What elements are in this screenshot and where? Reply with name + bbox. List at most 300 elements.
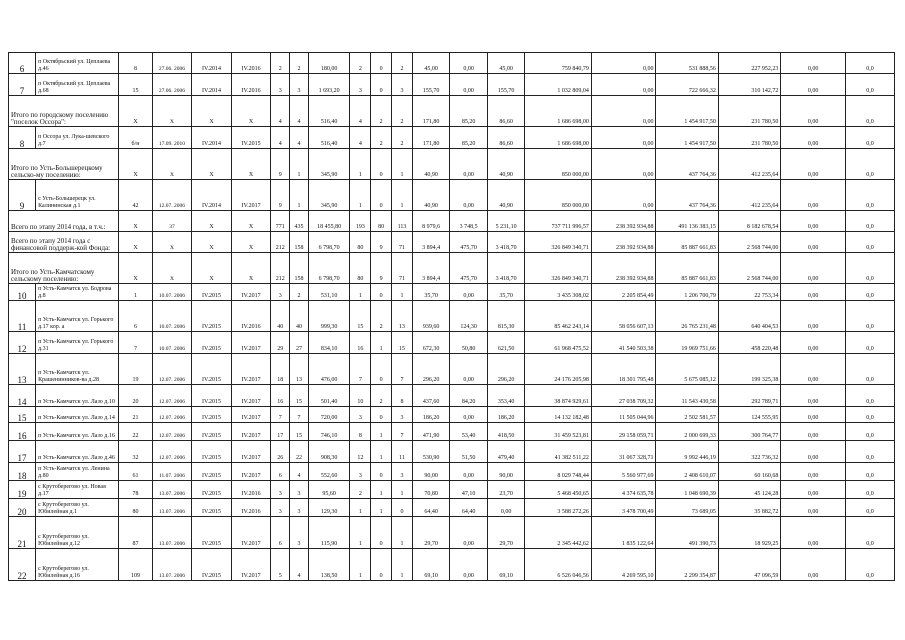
cell-m2: 0,00 bbox=[591, 96, 656, 127]
cell-year: 78 bbox=[119, 481, 152, 499]
cell-s2: 0,00 bbox=[450, 463, 487, 481]
address-cell: п Октябрьский ул. Цеплаева д.68 bbox=[36, 74, 119, 96]
cell-p3: 1 bbox=[392, 481, 413, 499]
row-number: 14 bbox=[9, 385, 36, 407]
cell-p1: 4 bbox=[350, 96, 371, 127]
cell-date: 10.07. 2006 bbox=[152, 301, 192, 332]
cell-s2: 0,00 bbox=[450, 517, 487, 549]
cell-m5: 0,00 bbox=[781, 332, 846, 354]
table-body bbox=[9, 53, 895, 581]
cell-m5: 0,00 bbox=[781, 407, 846, 423]
cell-date: 13.07. 2006 bbox=[152, 481, 192, 499]
cell-p3: 1 bbox=[392, 149, 413, 180]
cell-m1: 850 000,00 bbox=[525, 180, 592, 211]
row-number: 8 bbox=[9, 127, 36, 149]
cell-m5: 0,00 bbox=[781, 284, 846, 301]
cell-m3: 73 689,05 bbox=[656, 499, 718, 517]
cell-n2: 15 bbox=[290, 385, 309, 407]
cell-s3: 418,50 bbox=[487, 423, 524, 441]
cell-m3: 2 000 699,33 bbox=[656, 423, 718, 441]
cell-q2: IV.2017 bbox=[231, 284, 271, 301]
cell-p2: 0 bbox=[371, 354, 392, 385]
row-number: 6 bbox=[9, 53, 36, 74]
cell-q1: IV.2014 bbox=[192, 180, 232, 211]
cell-n1: 6 bbox=[271, 463, 290, 481]
address-cell: п Усть-Камчатск ул. Ленина д.80 bbox=[36, 463, 119, 481]
cell-q1: IV.2014 bbox=[192, 53, 232, 74]
cell-p1: 7 bbox=[350, 354, 371, 385]
cell-m1: 759 840,79 bbox=[525, 53, 592, 74]
cell-p1: 3 bbox=[350, 463, 371, 481]
cell-date: 12.07. 2006 bbox=[152, 385, 192, 407]
cell-area: 908,30 bbox=[308, 441, 350, 463]
cell-n2: 4 bbox=[290, 96, 309, 127]
cell-n1: 26 bbox=[271, 441, 290, 463]
cell-q1: IV.2015 bbox=[192, 549, 232, 581]
cell-n1: 9 bbox=[271, 149, 290, 180]
cell-s3: 90,00 bbox=[487, 463, 524, 481]
cell-m5: 0,00 bbox=[781, 53, 846, 74]
cell-m6: 0,0 bbox=[845, 423, 894, 441]
cell-s3: 40,90 bbox=[487, 149, 524, 180]
cell-p3: 71 bbox=[392, 232, 413, 253]
cell-year: 19 bbox=[119, 354, 152, 385]
cell-area: 720,00 bbox=[308, 407, 350, 423]
cell-m5: 0,00 bbox=[781, 96, 846, 127]
table-row bbox=[9, 74, 895, 96]
cell-m2: 18 301 795,48 bbox=[591, 354, 656, 385]
cell-m2: 5 560 977,69 bbox=[591, 463, 656, 481]
cell-year: 87 bbox=[119, 517, 152, 549]
cell-p2: 2 bbox=[371, 96, 392, 127]
cell-m1: 1 686 698,00 bbox=[525, 96, 592, 127]
cell-p1: 1 bbox=[350, 149, 371, 180]
cell-year: 1 bbox=[119, 284, 152, 301]
cell-m2: 41 540 503,38 bbox=[591, 332, 656, 354]
cell-p2: 0 bbox=[371, 53, 392, 74]
cell-m3: 2 408 610,07 bbox=[656, 463, 718, 481]
cell-p3: 3 bbox=[392, 74, 413, 96]
cell-s2: 0,00 bbox=[450, 149, 487, 180]
cell-year: 6 bbox=[119, 301, 152, 332]
cell-s2: 0,00 bbox=[450, 74, 487, 96]
cell-area: 345,90 bbox=[308, 180, 350, 211]
cell-m5: 0,00 bbox=[781, 232, 846, 253]
cell-s3: 69,10 bbox=[487, 549, 524, 581]
cell-n1: 4 bbox=[271, 96, 290, 127]
cell-s1: 171,80 bbox=[412, 127, 449, 149]
row-number: 9 bbox=[9, 180, 36, 211]
cell-q1: IV.2015 bbox=[192, 301, 232, 332]
cell-n1: 3 bbox=[271, 481, 290, 499]
cell-p2: 0 bbox=[371, 517, 392, 549]
cell-m5: 0,00 bbox=[781, 253, 846, 284]
cell-q1: X bbox=[192, 232, 232, 253]
cell-m3: 1 048 690,39 bbox=[656, 481, 718, 499]
cell-s3: 815,30 bbox=[487, 301, 524, 332]
cell-p1: 4 bbox=[350, 127, 371, 149]
cell-q1: IV.2015 bbox=[192, 407, 232, 423]
cell-p3: 13 bbox=[392, 301, 413, 332]
cell-q1: X bbox=[192, 211, 232, 232]
cell-date: 10.07. 2006 bbox=[152, 284, 192, 301]
cell-q1: IV.2015 bbox=[192, 441, 232, 463]
cell-m4: 310 142,72 bbox=[718, 74, 780, 96]
cell-m6: 0,0 bbox=[845, 407, 894, 423]
cell-date: 27.06. 2006 bbox=[152, 53, 192, 74]
cell-year: X bbox=[119, 232, 152, 253]
cell-m1: 850 000,00 bbox=[525, 149, 592, 180]
cell-m4: 22 753,34 bbox=[718, 284, 780, 301]
cell-p3: 11 bbox=[392, 441, 413, 463]
row-number: 18 bbox=[9, 463, 36, 481]
cell-year: 32 bbox=[119, 441, 152, 463]
cell-n1: 212 bbox=[271, 253, 290, 284]
cell-p2: 1 bbox=[371, 481, 392, 499]
cell-q2: IV.2016 bbox=[231, 499, 271, 517]
cell-m3: 1 206 700,79 bbox=[656, 284, 718, 301]
cell-q1: IV.2015 bbox=[192, 517, 232, 549]
cell-s3: 86,60 bbox=[487, 96, 524, 127]
cell-q1: IV.2014 bbox=[192, 127, 232, 149]
cell-year: б/н bbox=[119, 127, 152, 149]
cell-p3: 15 bbox=[392, 332, 413, 354]
cell-p3: 1 bbox=[392, 284, 413, 301]
cell-year: 21 bbox=[119, 407, 152, 423]
cell-s1: 939,60 bbox=[412, 301, 449, 332]
row-number: 11 bbox=[9, 301, 36, 332]
cell-n2: 158 bbox=[290, 232, 309, 253]
cell-s1: 8 979,6 bbox=[412, 211, 449, 232]
table-row bbox=[9, 517, 895, 549]
cell-area: 1 693,20 bbox=[308, 74, 350, 96]
cell-s1: 70,80 bbox=[412, 481, 449, 499]
cell-date: 17.09. 2010 bbox=[152, 127, 192, 149]
address-cell: с Крутоберегово ул. Юбилейная д.16 bbox=[36, 549, 119, 581]
cell-p1: 2 bbox=[350, 481, 371, 499]
cell-m6: 0,0 bbox=[845, 253, 894, 284]
cell-area: 138,50 bbox=[308, 549, 350, 581]
cell-s2: 124,30 bbox=[450, 301, 487, 332]
cell-m5: 0,00 bbox=[781, 301, 846, 332]
cell-p2: 1 bbox=[371, 332, 392, 354]
cell-area: 552,60 bbox=[308, 463, 350, 481]
cell-p1: 1 bbox=[350, 549, 371, 581]
cell-p3: 8 bbox=[392, 385, 413, 407]
cell-date: 13.07. 2006 bbox=[152, 549, 192, 581]
cell-date: X bbox=[152, 232, 192, 253]
address-cell: п Октябрьский ул. Цеплаева д.46 bbox=[36, 53, 119, 74]
cell-area: 531,10 bbox=[308, 284, 350, 301]
cell-m6: 0,0 bbox=[845, 74, 894, 96]
cell-q2: IV.2017 bbox=[231, 180, 271, 211]
row-number: 13 bbox=[9, 354, 36, 385]
cell-m2: 238 392 934,88 bbox=[591, 211, 656, 232]
cell-area: 516,40 bbox=[308, 96, 350, 127]
cell-p2: 1 bbox=[371, 441, 392, 463]
cell-s1: 471,90 bbox=[412, 423, 449, 441]
table-row bbox=[9, 53, 895, 74]
cell-m4: 458 220,48 bbox=[718, 332, 780, 354]
cell-m6: 0,0 bbox=[845, 354, 894, 385]
cell-q1: IV.2015 bbox=[192, 481, 232, 499]
cell-m2: 4 269 595,10 bbox=[591, 549, 656, 581]
cell-m1: 5 468 450,65 bbox=[525, 481, 592, 499]
cell-n2: 158 bbox=[290, 253, 309, 284]
cell-p2: 0 bbox=[371, 74, 392, 96]
cell-s1: 3 894,4 bbox=[412, 232, 449, 253]
cell-s2: 53,40 bbox=[450, 423, 487, 441]
cell-m3: 2 502 581,57 bbox=[656, 407, 718, 423]
cell-n1: 16 bbox=[271, 385, 290, 407]
cell-m1: 1 686 698,00 bbox=[525, 127, 592, 149]
cell-m1: 2 345 442,62 bbox=[525, 517, 592, 549]
cell-n2: 27 bbox=[290, 332, 309, 354]
cell-s2: 0,00 bbox=[450, 180, 487, 211]
cell-date: 13.07. 2006 bbox=[152, 517, 192, 549]
cell-area: 999,30 bbox=[308, 301, 350, 332]
cell-p2: 80 bbox=[371, 211, 392, 232]
cell-n1: 4 bbox=[271, 127, 290, 149]
cell-s3: 186,20 bbox=[487, 407, 524, 423]
cell-s2: 51,50 bbox=[450, 441, 487, 463]
cell-m4: 227 952,23 bbox=[718, 53, 780, 74]
cell-p1: 193 bbox=[350, 211, 371, 232]
cell-s1: 155,70 bbox=[412, 74, 449, 96]
cell-m1: 3 588 272,26 bbox=[525, 499, 592, 517]
cell-s2: 85,20 bbox=[450, 96, 487, 127]
cell-s1: 186,20 bbox=[412, 407, 449, 423]
cell-q1: X bbox=[192, 149, 232, 180]
cell-q2: IV.2017 bbox=[231, 423, 271, 441]
cell-n2: 13 bbox=[290, 354, 309, 385]
cell-m4: 412 235,64 bbox=[718, 180, 780, 211]
cell-n1: 40 bbox=[271, 301, 290, 332]
total-row bbox=[9, 253, 895, 284]
cell-m4: 199 325,38 bbox=[718, 354, 780, 385]
cell-area: 115,90 bbox=[308, 517, 350, 549]
cell-date: 37 bbox=[152, 211, 192, 232]
cell-m6: 0,0 bbox=[845, 180, 894, 211]
cell-date: 12.07. 2006 bbox=[152, 407, 192, 423]
cell-m5: 0,00 bbox=[781, 149, 846, 180]
cell-area: 6 798,70 bbox=[308, 253, 350, 284]
cell-q2: IV.2017 bbox=[231, 463, 271, 481]
cell-m4: 300 764,77 bbox=[718, 423, 780, 441]
cell-m5: 0,00 bbox=[781, 481, 846, 499]
address-cell: п Усть-Камчатск ул. Лазо д.14 bbox=[36, 407, 119, 423]
cell-area: 501,40 bbox=[308, 385, 350, 407]
cell-s2: 85,20 bbox=[450, 127, 487, 149]
cell-date: 27.06. 2006 bbox=[152, 74, 192, 96]
cell-m5: 0,00 bbox=[781, 441, 846, 463]
cell-m2: 0,00 bbox=[591, 127, 656, 149]
cell-m6: 0,0 bbox=[845, 463, 894, 481]
cell-q2: IV.2015 bbox=[231, 127, 271, 149]
cell-s3: 296,20 bbox=[487, 354, 524, 385]
cell-q1: X bbox=[192, 253, 232, 284]
cell-m6: 0,0 bbox=[845, 149, 894, 180]
cell-date: X bbox=[152, 96, 192, 127]
address-cell: п Оссора ул. Лука-шевского д.7 bbox=[36, 127, 119, 149]
cell-n1: 771 bbox=[271, 211, 290, 232]
cell-m4: 47 096,59 bbox=[718, 549, 780, 581]
cell-m6: 0,0 bbox=[845, 284, 894, 301]
cell-s1: 40,90 bbox=[412, 180, 449, 211]
cell-m4: 640 404,53 bbox=[718, 301, 780, 332]
cell-area: 95,60 bbox=[308, 481, 350, 499]
address-cell: п Усть-Камчатск ул. Крашенинников-ва д.28 bbox=[36, 354, 119, 385]
cell-n1: 3 bbox=[271, 284, 290, 301]
cell-m6: 0,0 bbox=[845, 385, 894, 407]
cell-m6: 0,0 bbox=[845, 232, 894, 253]
cell-m3: 531 888,56 bbox=[656, 53, 718, 74]
cell-date: 12.07. 2006 bbox=[152, 423, 192, 441]
table-row bbox=[9, 549, 895, 581]
cell-s2: 475,70 bbox=[450, 232, 487, 253]
cell-m3: 11 543 430,58 bbox=[656, 385, 718, 407]
cell-m5: 0,00 bbox=[781, 517, 846, 549]
cell-q2: IV.2016 bbox=[231, 53, 271, 74]
cell-date: 11.07. 2006 bbox=[152, 463, 192, 481]
cell-m1: 85 462 243,14 bbox=[525, 301, 592, 332]
cell-p1: 80 bbox=[350, 253, 371, 284]
cell-s2: 47,10 bbox=[450, 481, 487, 499]
cell-s3: 23,70 bbox=[487, 481, 524, 499]
cell-m1: 326 849 340,71 bbox=[525, 253, 592, 284]
total-row bbox=[9, 232, 895, 253]
cell-q2: IV.2017 bbox=[231, 407, 271, 423]
cell-p1: 3 bbox=[350, 74, 371, 96]
total-row bbox=[9, 149, 895, 180]
cell-s2: 50,80 bbox=[450, 332, 487, 354]
cell-m2: 1 835 122,64 bbox=[591, 517, 656, 549]
cell-m4: 45 124,28 bbox=[718, 481, 780, 499]
cell-m1: 737 711 996,57 bbox=[525, 211, 592, 232]
cell-m4: 2 568 744,00 bbox=[718, 253, 780, 284]
cell-p3: 1 bbox=[392, 517, 413, 549]
cell-s3: 155,70 bbox=[487, 74, 524, 96]
cell-s2: 0,00 bbox=[450, 407, 487, 423]
cell-m6: 0,0 bbox=[845, 211, 894, 232]
cell-s3: 35,70 bbox=[487, 284, 524, 301]
cell-m3: 1 454 917,50 bbox=[656, 96, 718, 127]
cell-q2: X bbox=[231, 253, 271, 284]
cell-s3: 0,00 bbox=[487, 499, 524, 517]
cell-p1: 1 bbox=[350, 180, 371, 211]
cell-p3: 2 bbox=[392, 53, 413, 74]
total-label: Всего по этапу 2014 года, в т.ч.: bbox=[9, 211, 119, 232]
cell-date: 10.07. 2006 bbox=[152, 332, 192, 354]
cell-date: 12.07. 2006 bbox=[152, 354, 192, 385]
cell-n2: 4 bbox=[290, 549, 309, 581]
cell-s1: 35,70 bbox=[412, 284, 449, 301]
cell-m2: 29 158 059,71 bbox=[591, 423, 656, 441]
cell-q2: IV.2017 bbox=[231, 517, 271, 549]
cell-p1: 8 bbox=[350, 423, 371, 441]
cell-m5: 0,00 bbox=[781, 499, 846, 517]
table-row bbox=[9, 463, 895, 481]
cell-p1: 1 bbox=[350, 499, 371, 517]
cell-n2: 1 bbox=[290, 180, 309, 211]
address-cell: п Усть-Камчатск ул. Горького д.31 bbox=[36, 332, 119, 354]
cell-n2: 1 bbox=[290, 149, 309, 180]
cell-m2: 238 392 934,88 bbox=[591, 232, 656, 253]
table-row bbox=[9, 180, 895, 211]
cell-s2: 3 748,5 bbox=[450, 211, 487, 232]
cell-p2: 0 bbox=[371, 463, 392, 481]
cell-m3: 9 992 446,19 bbox=[656, 441, 718, 463]
cell-area: 18 455,80 bbox=[308, 211, 350, 232]
cell-m4: 231 780,50 bbox=[718, 127, 780, 149]
cell-year: X bbox=[119, 149, 152, 180]
cell-m6: 0,0 bbox=[845, 301, 894, 332]
cell-p1: 15 bbox=[350, 301, 371, 332]
cell-m3: 1 454 917,50 bbox=[656, 127, 718, 149]
cell-q1: X bbox=[192, 96, 232, 127]
cell-area: 345,90 bbox=[308, 149, 350, 180]
cell-q1: IV.2015 bbox=[192, 284, 232, 301]
cell-date: X bbox=[152, 149, 192, 180]
total-label: Всего по этапу 2014 года с финансовой поддерж-кой Фонда: bbox=[9, 232, 119, 253]
cell-m6: 0,0 bbox=[845, 53, 894, 74]
cell-date: X bbox=[152, 253, 192, 284]
cell-m2: 0,00 bbox=[591, 180, 656, 211]
cell-date: 13.07. 2006 bbox=[152, 499, 192, 517]
row-number: 21 bbox=[9, 517, 36, 549]
cell-q2: IV.2017 bbox=[231, 441, 271, 463]
cell-p2: 0 bbox=[371, 180, 392, 211]
cell-m3: 437 764,36 bbox=[656, 149, 718, 180]
cell-m4: 2 568 744,00 bbox=[718, 232, 780, 253]
cell-p2: 2 bbox=[371, 385, 392, 407]
table-row bbox=[9, 354, 895, 385]
cell-p3: 2 bbox=[392, 127, 413, 149]
total-row bbox=[9, 211, 895, 232]
address-cell: с Крутоберегово ул. Юбилейная д.12 bbox=[36, 517, 119, 549]
cell-m3: 85 887 661,83 bbox=[656, 253, 718, 284]
table-row bbox=[9, 407, 895, 423]
cell-s3: 40,90 bbox=[487, 180, 524, 211]
cell-year: X bbox=[119, 96, 152, 127]
cell-p1: 2 bbox=[350, 53, 371, 74]
cell-m1: 1 032 809,04 bbox=[525, 74, 592, 96]
resettlement-table bbox=[8, 52, 895, 581]
cell-p2: 9 bbox=[371, 253, 392, 284]
cell-p2: 2 bbox=[371, 127, 392, 149]
cell-year: 80 bbox=[119, 499, 152, 517]
cell-s1: 171,80 bbox=[412, 96, 449, 127]
cell-m5: 0,00 bbox=[781, 549, 846, 581]
cell-p2: 0 bbox=[371, 407, 392, 423]
cell-n1: 3 bbox=[271, 499, 290, 517]
cell-n1: 18 bbox=[271, 354, 290, 385]
row-number: 16 bbox=[9, 423, 36, 441]
cell-q2: IV.2017 bbox=[231, 354, 271, 385]
cell-m4: 124 555,95 bbox=[718, 407, 780, 423]
cell-m5: 0,00 bbox=[781, 74, 846, 96]
cell-m4: 8 182 678,54 bbox=[718, 211, 780, 232]
cell-q2: IV.2016 bbox=[231, 481, 271, 499]
cell-p3: 2 bbox=[392, 96, 413, 127]
cell-m3: 722 666,32 bbox=[656, 74, 718, 96]
cell-m4: 18 929,25 bbox=[718, 517, 780, 549]
document-sheet bbox=[8, 52, 895, 581]
cell-s1: 437,60 bbox=[412, 385, 449, 407]
cell-s1: 296,20 bbox=[412, 354, 449, 385]
cell-s2: 0,00 bbox=[450, 53, 487, 74]
cell-s2: 475,70 bbox=[450, 253, 487, 284]
